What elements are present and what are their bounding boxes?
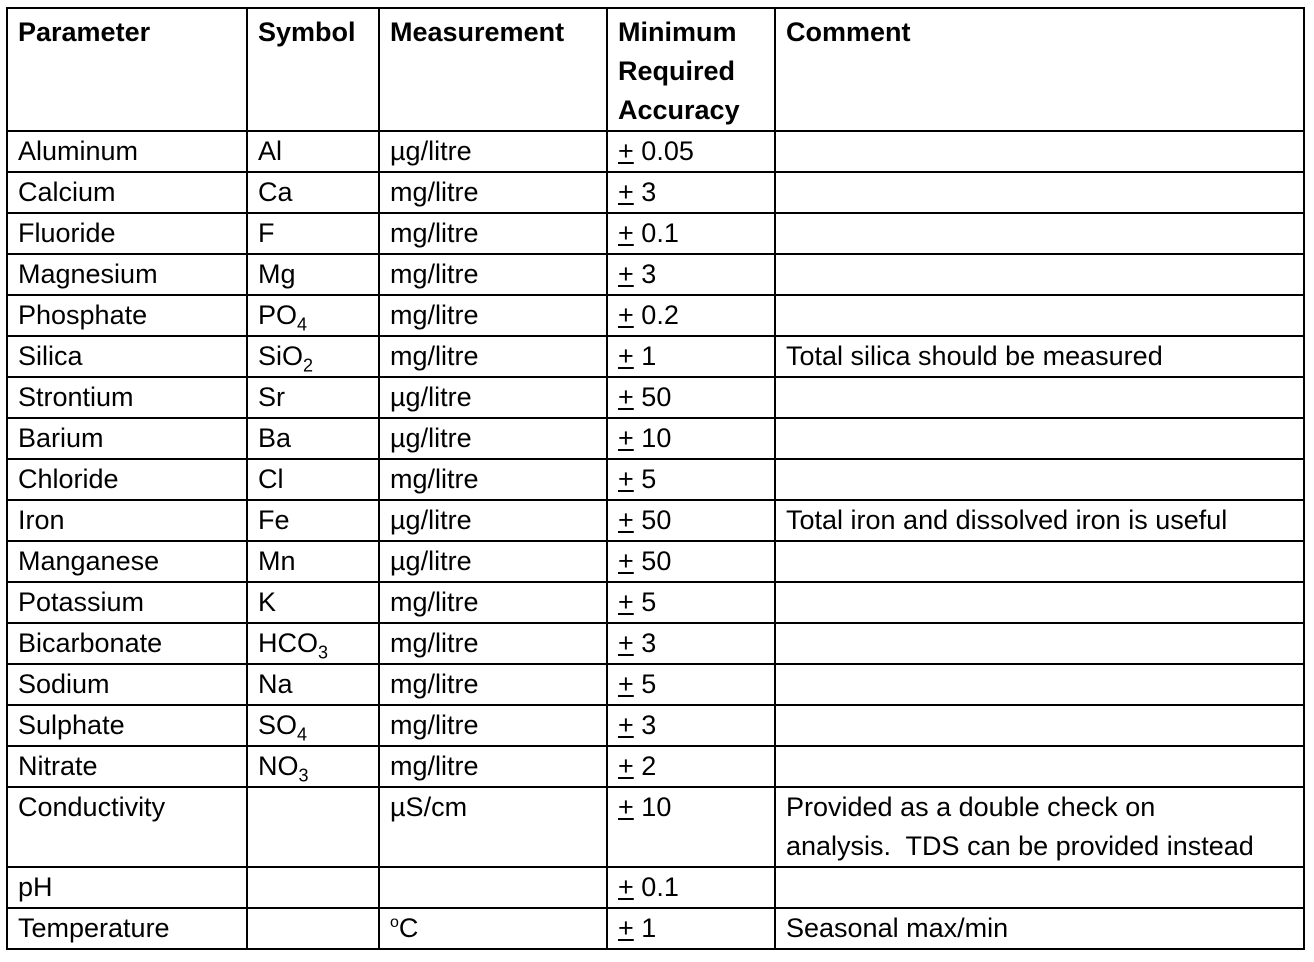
cell-comment [775, 295, 1304, 336]
cell-parameter: Sodium [7, 664, 247, 705]
plus-minus-sign: + [618, 669, 634, 699]
cell-symbol [247, 664, 379, 705]
symbol-text: Al [258, 136, 283, 166]
plus-minus-sign: + [618, 792, 634, 822]
plus-minus-sign: + [618, 710, 634, 740]
table-row [7, 418, 1304, 459]
table-row [7, 213, 1304, 254]
cell-parameter: Potassium [7, 582, 247, 623]
accuracy-value: 0.05 [641, 136, 694, 166]
cell-symbol [247, 254, 379, 295]
symbol-subscript: 3 [318, 642, 329, 663]
cell-accuracy [607, 172, 775, 213]
table-row [7, 746, 1304, 787]
cell-symbol [247, 867, 379, 908]
cell-comment [775, 459, 1304, 500]
comment-line1: Provided as a double check on [786, 792, 1156, 822]
accuracy-value: 0.2 [641, 300, 679, 330]
accuracy-value: 50 [641, 505, 672, 535]
table-row [7, 295, 1304, 336]
table-row [7, 254, 1304, 295]
water-quality-parameters-table [6, 7, 1305, 950]
cell-comment: Total silica should be measured [775, 336, 1304, 377]
cell-comment [775, 787, 1304, 867]
cell-symbol [247, 787, 379, 867]
cell-accuracy [607, 459, 775, 500]
cell-accuracy [607, 336, 775, 377]
accuracy-value: 3 [641, 710, 657, 740]
accuracy-value: 0.1 [641, 872, 679, 902]
cell-parameter: Magnesium [7, 254, 247, 295]
table-row [7, 172, 1304, 213]
symbol-text: Sr [258, 382, 285, 412]
accuracy-value: 1 [641, 341, 657, 371]
symbol-subscript: 2 [303, 355, 314, 376]
symbol-text: Fe [258, 505, 290, 535]
plus-minus-sign: + [618, 913, 634, 943]
symbol-text: Ba [258, 423, 292, 453]
header-comment: Comment [775, 8, 1304, 131]
cell-comment [775, 418, 1304, 459]
cell-symbol [247, 582, 379, 623]
symbol-text: SiO [258, 341, 304, 371]
cell-measurement: µg/litre [379, 500, 607, 541]
table-row [7, 541, 1304, 582]
cell-accuracy [607, 500, 775, 541]
cell-accuracy [607, 541, 775, 582]
cell-parameter: Bicarbonate [7, 623, 247, 664]
accuracy-value: 50 [641, 546, 672, 576]
cell-comment [775, 541, 1304, 582]
cell-symbol [247, 131, 379, 172]
header-accuracy-line1: Minimum [618, 17, 737, 47]
symbol-text: Ca [258, 177, 293, 207]
cell-symbol [247, 172, 379, 213]
cell-parameter: Aluminum [7, 131, 247, 172]
header-accuracy-line2: Required [618, 56, 736, 86]
symbol-text: Mn [258, 546, 296, 576]
cell-parameter: Chloride [7, 459, 247, 500]
accuracy-value: 50 [641, 382, 672, 412]
table-row [7, 623, 1304, 664]
symbol-subscript: 3 [298, 765, 309, 786]
cell-parameter: Calcium [7, 172, 247, 213]
cell-accuracy [607, 418, 775, 459]
table-row [7, 377, 1304, 418]
cell-accuracy [607, 787, 775, 867]
cell-parameter: Silica [7, 336, 247, 377]
cell-parameter: Strontium [7, 377, 247, 418]
cell-accuracy [607, 908, 775, 949]
cell-symbol [247, 336, 379, 377]
cell-symbol [247, 418, 379, 459]
plus-minus-sign: + [618, 177, 634, 207]
symbol-text: PO [258, 300, 298, 330]
symbol-text: SO [258, 710, 298, 740]
cell-symbol [247, 908, 379, 949]
cell-symbol [247, 213, 379, 254]
cell-accuracy [607, 131, 775, 172]
plus-minus-sign: + [618, 382, 634, 412]
cell-accuracy [607, 377, 775, 418]
cell-parameter: Fluoride [7, 213, 247, 254]
cell-comment [775, 623, 1304, 664]
degree-superscript: o [390, 914, 399, 931]
table-row [7, 867, 1304, 908]
cell-parameter: Manganese [7, 541, 247, 582]
cell-accuracy [607, 213, 775, 254]
header-accuracy-line3: Accuracy [618, 95, 740, 125]
cell-comment [775, 664, 1304, 705]
cell-symbol [247, 377, 379, 418]
cell-measurement: µg/litre [379, 377, 607, 418]
cell-comment [775, 705, 1304, 746]
accuracy-value: 3 [641, 259, 657, 289]
accuracy-value: 5 [641, 669, 657, 699]
cell-parameter: Sulphate [7, 705, 247, 746]
accuracy-value: 2 [641, 751, 657, 781]
cell-parameter: Conductivity [7, 787, 247, 867]
cell-accuracy [607, 664, 775, 705]
table-row [7, 459, 1304, 500]
plus-minus-sign: + [618, 505, 634, 535]
cell-symbol [247, 459, 379, 500]
cell-measurement: mg/litre [379, 295, 607, 336]
symbol-text: Na [258, 669, 293, 699]
cell-measurement: µS/cm [379, 787, 607, 867]
cell-measurement: mg/litre [379, 623, 607, 664]
plus-minus-sign: + [618, 136, 634, 166]
table-row [7, 131, 1304, 172]
cell-symbol [247, 623, 379, 664]
accuracy-value: 0.1 [641, 218, 679, 248]
cell-measurement: mg/litre [379, 746, 607, 787]
plus-minus-sign: + [618, 464, 634, 494]
table-row [7, 336, 1304, 377]
table-row [7, 664, 1304, 705]
accuracy-value: 10 [641, 423, 672, 453]
cell-symbol [247, 746, 379, 787]
cell-symbol [247, 295, 379, 336]
plus-minus-sign: + [618, 546, 634, 576]
cell-accuracy [607, 867, 775, 908]
symbol-subscript: 4 [297, 724, 308, 745]
plus-minus-sign: + [618, 751, 634, 781]
cell-measurement: mg/litre [379, 213, 607, 254]
plus-minus-sign: + [618, 218, 634, 248]
cell-measurement: mg/litre [379, 254, 607, 295]
cell-parameter: Temperature [7, 908, 247, 949]
cell-comment [775, 377, 1304, 418]
cell-symbol [247, 541, 379, 582]
cell-accuracy [607, 254, 775, 295]
plus-minus-sign: + [618, 341, 634, 371]
accuracy-value: 3 [641, 177, 657, 207]
cell-comment [775, 746, 1304, 787]
plus-minus-sign: + [618, 300, 634, 330]
cell-accuracy [607, 623, 775, 664]
table-row [7, 908, 1304, 949]
cell-measurement: mg/litre [379, 459, 607, 500]
plus-minus-sign: + [618, 587, 634, 617]
cell-measurement: µg/litre [379, 541, 607, 582]
cell-comment: Total iron and dissolved iron is useful [775, 500, 1304, 541]
cell-parameter: pH [7, 867, 247, 908]
cell-measurement [379, 908, 607, 949]
cell-accuracy [607, 582, 775, 623]
cell-comment [775, 582, 1304, 623]
symbol-text: Cl [258, 464, 284, 494]
cell-symbol [247, 705, 379, 746]
accuracy-value: 1 [641, 913, 657, 943]
header-parameter: Parameter [7, 8, 247, 131]
cell-measurement: µg/litre [379, 131, 607, 172]
symbol-text: K [258, 587, 277, 617]
cell-measurement: mg/litre [379, 705, 607, 746]
symbol-text: F [258, 218, 275, 248]
cell-comment [775, 172, 1304, 213]
cell-parameter: Nitrate [7, 746, 247, 787]
cell-comment [775, 254, 1304, 295]
cell-comment [775, 867, 1304, 908]
cell-comment: Seasonal max/min [775, 908, 1304, 949]
cell-parameter: Barium [7, 418, 247, 459]
symbol-subscript: 4 [297, 314, 308, 335]
cell-measurement: mg/litre [379, 582, 607, 623]
cell-measurement [379, 867, 607, 908]
cell-measurement: mg/litre [379, 172, 607, 213]
comment-line2: analysis. TDS can be provided instead [786, 831, 1254, 861]
accuracy-value: 5 [641, 464, 657, 494]
cell-accuracy [607, 746, 775, 787]
cell-measurement: mg/litre [379, 336, 607, 377]
header-symbol: Symbol [247, 8, 379, 131]
symbol-text: HCO [258, 628, 318, 658]
plus-minus-sign: + [618, 259, 634, 289]
table-row [7, 705, 1304, 746]
header-measurement: Measurement [379, 8, 607, 131]
accuracy-value: 10 [641, 792, 672, 822]
cell-measurement: mg/litre [379, 664, 607, 705]
cell-accuracy [607, 295, 775, 336]
table-row [7, 582, 1304, 623]
cell-comment [775, 213, 1304, 254]
symbol-text: Mg [258, 259, 296, 289]
table-row [7, 787, 1304, 867]
cell-measurement: µg/litre [379, 418, 607, 459]
accuracy-value: 5 [641, 587, 657, 617]
cell-parameter: Phosphate [7, 295, 247, 336]
plus-minus-sign: + [618, 628, 634, 658]
accuracy-value: 3 [641, 628, 657, 658]
cell-comment [775, 131, 1304, 172]
table-header-row [7, 8, 1304, 131]
plus-minus-sign: + [618, 872, 634, 902]
table-row [7, 500, 1304, 541]
cell-parameter: Iron [7, 500, 247, 541]
measurement-unit: C [398, 913, 419, 943]
header-accuracy [607, 8, 775, 131]
symbol-text: NO [258, 751, 299, 781]
cell-accuracy [607, 705, 775, 746]
plus-minus-sign: + [618, 423, 634, 453]
cell-symbol [247, 500, 379, 541]
